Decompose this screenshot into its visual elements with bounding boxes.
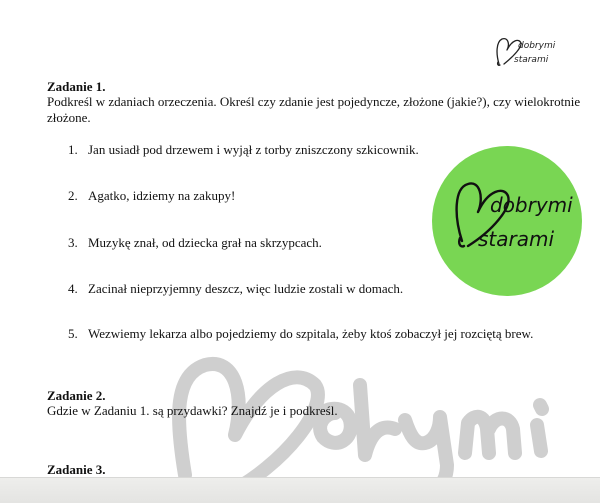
- sentence-text: Muzykę znał, od dziecka grał na skrzypcach.: [88, 235, 322, 250]
- task3-title: Zadanie 3.: [47, 462, 106, 477]
- logo-circle-line2: starami: [478, 227, 555, 251]
- sentence-5: [68, 326, 533, 341]
- sentence-text: Jan usiadł pod drzewem i wyjął z torby zniszczony szkicownik.: [88, 142, 419, 157]
- sentence-text: Zacinał nieprzyjemny deszcz, więc ludzie zostali w domach.: [88, 281, 404, 296]
- brand-logo-small: [494, 34, 560, 68]
- sentence-1: [68, 142, 419, 157]
- task2-title: Zadanie 2.: [47, 388, 106, 403]
- logo-circle-line1: dobrymi: [490, 193, 573, 217]
- sentence-2: [68, 188, 235, 203]
- sentence-number: 2.: [68, 188, 78, 203]
- logo-small-line1: dobrymi: [518, 41, 556, 51]
- task2-instruction: Gdzie w Zadaniu 1. są przydawki? Znajdź je i podkreśl.: [47, 403, 338, 418]
- viewer-bottom-bar: [0, 477, 600, 503]
- sentence-number: 1.: [68, 142, 78, 157]
- sentence-number: 5.: [68, 326, 78, 341]
- task1-instruction-line2: złożone.: [47, 110, 91, 125]
- logo-small-line2: starami: [514, 55, 549, 65]
- sentence-number: 3.: [68, 235, 78, 250]
- sentence-text: Agatko, idziemy na zakupy!: [88, 188, 236, 203]
- sentence-text: Wezwiemy lekarza albo pojedziemy do szpitala, żeby ktoś zobaczył jej rozciętą brew.: [88, 326, 534, 341]
- sentence-number: 4.: [68, 281, 78, 296]
- task1-instruction-line1: Podkreśl w zdaniach orzeczenia. Określ czy zdanie jest pojedyncze, złożone (jakie?), czy wielokrotnie: [47, 94, 581, 109]
- sentence-4: [68, 281, 403, 296]
- brand-logo-circle: [432, 146, 582, 296]
- task1-title: Zadanie 1.: [47, 79, 106, 94]
- sentence-3: [68, 235, 322, 250]
